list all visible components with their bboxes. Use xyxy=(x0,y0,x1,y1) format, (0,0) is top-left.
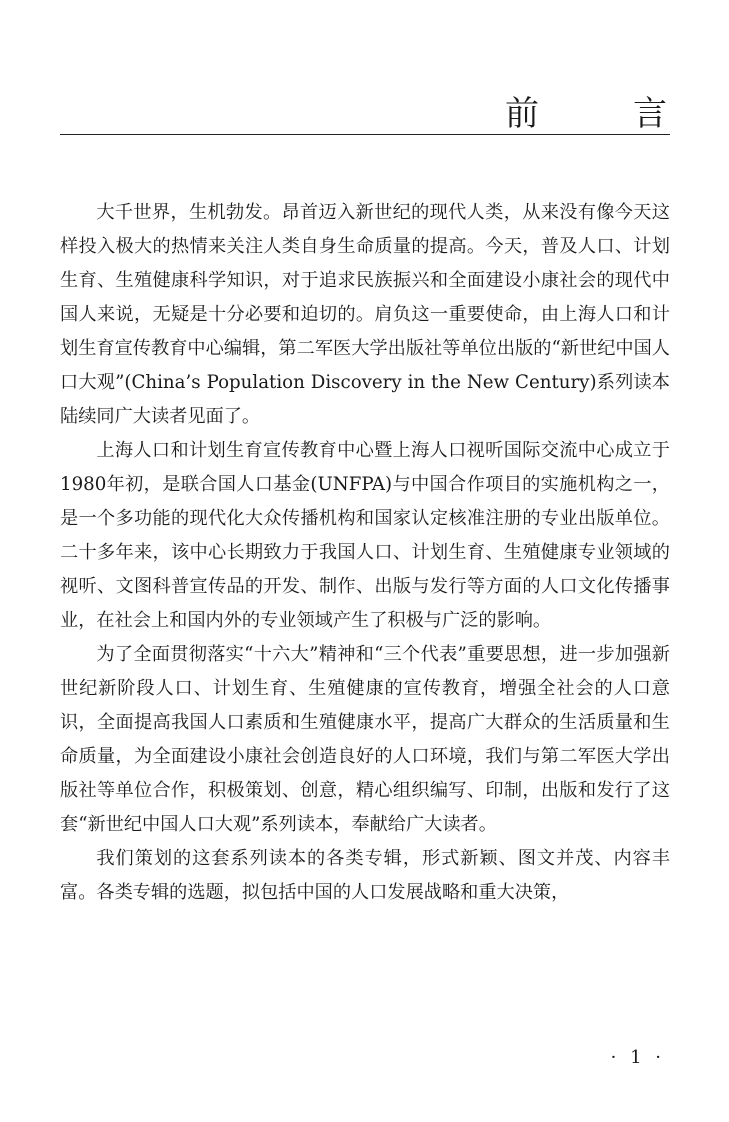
title-divider xyxy=(60,134,670,135)
preface-body xyxy=(60,196,670,910)
paragraph-3: 为了全面贯彻落实“十六大”精神和“三个代表”重要思想，进一步加强新世纪新阶段人口、计划生育、生殖健康的宣传教育，增强全社会的人口意识，全面提高我国人口素质和生殖健康水平，提高广大群众的生活质量和生命质量，为全面建设小康社会创造良好的人口环境，我们与第二军医大学出版社等单位合作，积极策划、创意，精心组织编写、印制，出版和发行了这套“新世纪中国人口大观”系列读本，奉献给广大读者。 xyxy=(60,644,670,835)
paragraph-1: 大千世界，生机勃发。昂首迈入新世纪的现代人类，从来没有像今天这样投入极大的热情来关注人类自身生命质量的提高。今天，普及人口、计划生育、生殖健康科学知识，对于追求民族振兴和全面建设小康社会的现代中国人来说，无疑是十分必要和迫切的。肩负这一重要使命，由上海人口和计划生育宣传教育中心编辑，第二军医大学出版社等单位出版的“新世纪中国人口大观”(China’s Population Discovery in the New Century)系列读本陆续同广大读者见面了。 xyxy=(60,202,670,427)
page-title: 前 言 xyxy=(505,94,697,134)
page-number: · 1 · xyxy=(610,1047,665,1068)
paragraph-4: 我们策划的这套系列读本的各类专辑，形式新颖、图文并茂、内容丰富。各类专辑的选题，拟包括中国的人口发展战略和重大决策， xyxy=(60,848,670,903)
paragraph-2: 上海人口和计划生育宣传教育中心暨上海人口视听国际交流中心成立于1980年初，是联合国人口基金(UNFPA)与中国合作项目的实施机构之一，是一个多功能的现代化大众传播机构和国家认定核准注册的专业出版单位。二十多年来，该中心长期致力于我国人口、计划生育、生殖健康专业领域的视听、文图科普宣传品的开发、制作、出版与发行等方面的人口文化传播事业，在社会上和国内外的专业领域产生了积极与广泛的影响。 xyxy=(60,440,670,631)
